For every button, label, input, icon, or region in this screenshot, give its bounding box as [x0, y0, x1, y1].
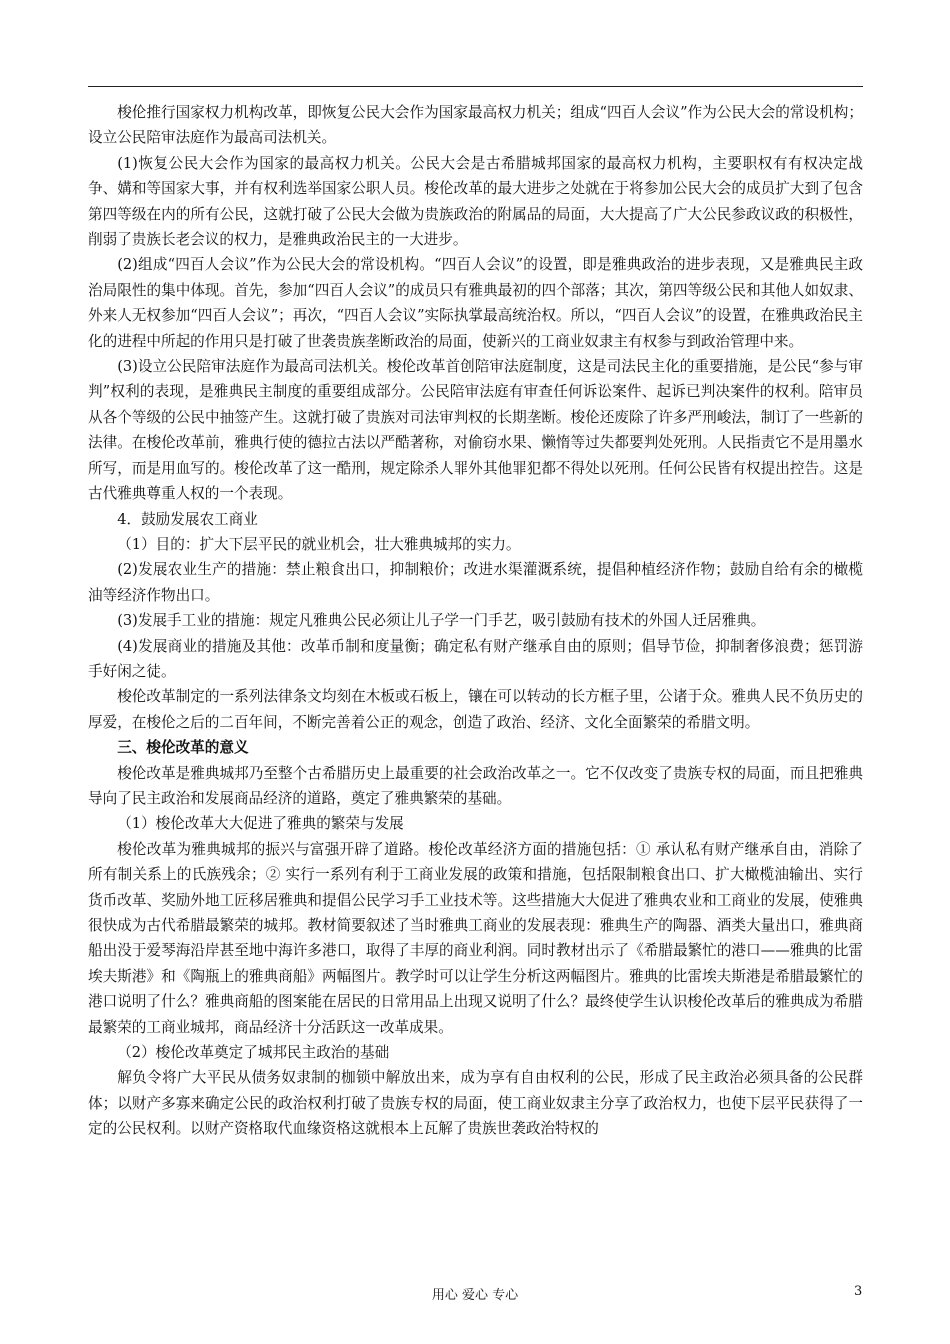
list-item-purpose: （1）目的：扩大下层平民的就业机会，壮大雅典城邦的实力。: [117, 535, 521, 553]
paragraph-court: (3)设立公民陪审法庭作为最高司法机关。梭伦改革首创陪审法庭制度，这是司法民主化的重要措施，是公民“参与审判”权利的表现，是雅典民主制度的重要组成部分。公民陪审法庭有审查任何诉讼案件、起诉已判决案件的权利。陪审员从各个等级的公民中抽签产生。这就打破了贵族对司法审判权的长期垄断。梭伦还废除了许多严刑峻法，制订了一些新的法律。在梭伦改革前，雅典行使的德拉古法以严酷著称，对偷窃水果、懒惰等过失都要判处死刑。人民指责它不是用墨水所写，而是用血写的。梭伦改革了这一酷刑，规定除杀人罪外其他罪犯都不得处以死刑。任何公民皆有权提出控告。这是古代雅典尊重人权的一个表现。: [88, 358, 863, 503]
paragraph-democracy: 解负令将广大平民从债务奴隶制的枷锁中解放出来，成为享有自由权利的公民，形成了民主政治必须具备的公民群体；以财产多寡来确定公民的政治权利打破了贵族专权的局面，使工商业奴隶主分享了政治权力，也使下层平民获得了一定的公民权利。以财产资格取代血缘资格这就根本上瓦解了贵族世袭政治特权的: [88, 1069, 863, 1138]
list-item-handicraft: (3)发展手工业的措施：规定凡雅典公民必须让儿子学一门手艺，吸引鼓励有技术的外国人迁居雅典。: [117, 612, 766, 630]
page-footer: [0, 1284, 950, 1304]
footer-text: 用心 爱心 专心: [431, 1288, 519, 1303]
paragraph-assembly: (1)恢复公民大会作为国家的最高权力机关。公民大会是古希腊城邦国家的最高权力机构，主要职权有有权决定战争、媾和等国家大事，并有权利选举国家公职人员。梭伦改革的最大进步之处就在于将参加公民大会的成员扩大到了包含第四等级在内的所有公民，这就打破了公民大会做为贵族政治的附属品的局面，大大提高了广大公民参政议政的积极性，削弱了贵族长老会议的权力，是雅典政治民主的一大进步。: [88, 154, 863, 249]
subheading-democracy: （2）梭伦改革奠定了城邦民主政治的基础: [117, 1044, 390, 1062]
paragraph-intro: 梭伦推行国家权力机构改革，即恢复公民大会作为国家最高权力机关；组成“四百人会议”作为公民大会的常设机构；设立公民陪审法庭作为最高司法机关。: [88, 104, 863, 147]
paragraph-laws: 梭伦改革制定的一系列法律条文均刻在木板或石板上，镶在可以转动的长方框子里，公诸于众。雅典人民不负历史的厚爱，在梭伦之后的二百年间，不断完善着公正的观念，创造了政治、经济、文化全面繁荣的希腊文明。: [88, 688, 863, 731]
section-heading-significance: 三、梭伦改革的意义: [117, 739, 249, 757]
subheading-prosperity: （1）梭伦改革大大促进了雅典的繁荣与发展: [117, 815, 404, 833]
list-item-agriculture: (2)发展农业生产的措施：禁止粮食出口，抑制粮价；改进水渠灌溉系统，提倡种植经济作物；鼓励自给有余的橄榄油等经济作物出口。: [88, 561, 863, 604]
list-item-commerce: (4)发展商业的措施及其他：改革币制和度量衡；确定私有财产继承自由的原则；倡导节俭，抑制奢侈浪费；惩罚游手好闲之徒。: [88, 637, 863, 680]
paragraph-four-hundred: (2)组成“四百人会议”作为公民大会的常设机构。“四百人会议”的设置，即是雅典政治的进步表现，又是雅典民主政治局限性的集中体现。首先，参加“四百人会议”的成员只有雅典最初的四个部落；其次，第四等级公民和其他人如奴隶、外来人无权参加“四百人会议”；再次，“四百人会议”实际执掌最高统治权。所以，“四百人会议”的设置，在雅典政治民主化的进程中所起的作用只是打破了世袭贵族垄断政治的局面，使新兴的工商业奴隶主有权参与到政治管理中来。: [88, 256, 863, 350]
document-body: [88, 100, 863, 1142]
paragraph-prosperity: 梭伦改革为雅典城邦的振兴与富强开辟了道路。梭伦改革经济方面的措施包括：① 承认私有财产继承自由，消除了所有制关系上的氏族残余；② 实行一系列有利于工商业发展的政策和措施，包括限制粮食出口、扩大橄榄油输出、实行货币改革、奖励外地工匠移居雅典和提倡公民学习手工业技术等。这些措施大大促进了雅典农业和工商业的发展，使雅典很快成为古代希腊最繁荣的城邦。教材简要叙述了当时雅典工商业的发展表现：雅典生产的陶器、酒类大量出口，雅典商船出没于爱琴海沿岸甚至地中海许多港口，取得了丰厚的商业利润。同时教材出示了《希腊最繁忙的港口——雅典的比雷埃夫斯港》和《陶瓶上的雅典商船》两幅图片。教学时可以让学生分析这两幅图片。雅典的比雷埃夫斯港是希腊最繁忙的港口说明了什么？雅典商船的图案能在居民的日常用品上出现又说明了什么？最终使学生认识梭伦改革后的雅典成为希腊最繁荣的工商业城邦，商品经济十分活跃这一改革成果。: [88, 840, 863, 1036]
paragraph-significance: 梭伦改革是雅典城邦乃至整个古希腊历史上最重要的社会政治改革之一。它不仅改变了贵族专权的局面，而且把雅典导向了民主政治和发展商品经济的道路，奠定了雅典繁荣的基础。: [88, 764, 863, 807]
subheading-encourage: 4．鼓励发展农工商业: [117, 510, 258, 528]
header-rule: [88, 86, 863, 87]
page-number: 3: [854, 1284, 863, 1299]
